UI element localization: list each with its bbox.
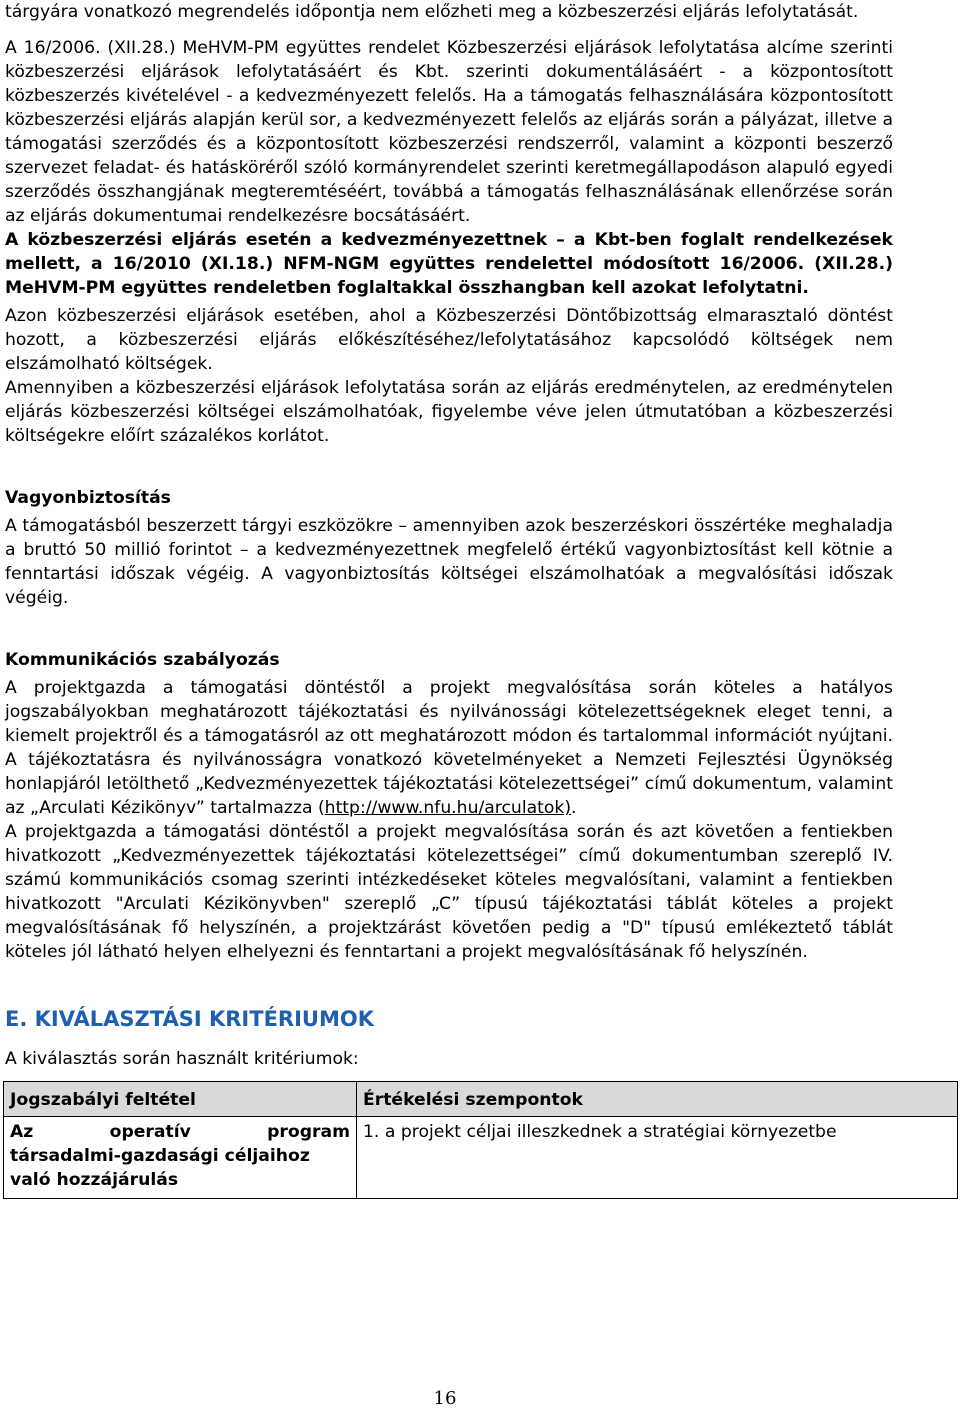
table-header-row <box>4 1082 958 1117</box>
table-row <box>4 1117 958 1199</box>
arculatok-link[interactable]: http://www.nfu.hu/arculatok) <box>324 798 572 818</box>
table-header-jogszabalyi: Jogszabályi feltétel <box>4 1082 357 1117</box>
page-number: 16 <box>433 1388 457 1409</box>
table-cell-szempont: 1. a projekt céljai illeszkednek a stratégiai környezetbe <box>357 1117 958 1199</box>
paragraph-kommunikacio-1 <box>5 676 893 820</box>
heading-kommunikacio: Kommunikációs szabályozás <box>5 650 280 670</box>
table-cell-feltetel <box>4 1117 357 1199</box>
paragraph-kommunikacio-2: A projektgazda a támogatási döntéstől a projekt megvalósítása során és azt követően a fentiekben hivatkozott „Kedvezményezettek tájékoztatási kötelezettségei” című dokumentumban szereplő IV. számú kommunikációs csomag szerinti intézkedéseket köteles megvalósítani, valamint a fentiekben hivatkozott "Arculati Kézikönyvben" szereplő „C” típusú tájékoztatási táblát köteles a projekt megvalósításának fő helyszínén, a projektzárást követően pedig a "D" típusú emlékeztető táblát köteles jól látható helyen elhelyezni és fenntartani a projekt megvalósításának fő helyszínén. <box>5 822 893 962</box>
paragraph-vagyonbiztositas: A támogatásból beszerzett tárgyi eszközökre – amennyiben azok beszerzéskori összértéke meghaladja a bruttó 50 millió forintot – a kedvezményezettnek megfelelő értékű vagyonbiztosítást kell kötnie a fenntartási időszak végéig. A vagyonbiztosítás költségei elszámolhatóak a megvalósítási időszak végéig. <box>5 516 893 608</box>
section-intro: A kiválasztás során használt kritériumok: <box>5 1049 359 1069</box>
paragraph-dontobizottsag: Azon közbeszerzési eljárások esetében, ahol a Közbeszerzési Döntőbizottság elmarasztaló döntést hozott, a közbeszerzési eljárás előkészítéséhez/lefolytatásához kapcsolódó költségek nem elszámolható költségek. <box>5 306 893 374</box>
criteria-table <box>3 1081 958 1199</box>
paragraph-intro: tárgyára vonatkozó megrendelés időpontja nem előzheti meg a közbeszerzési eljárás lefolytatását. <box>5 2 859 22</box>
feltetel-line-1: Az operatív program <box>10 1122 350 1142</box>
feltetel-rest: társadalmi-gazdasági céljaihoz való hozzájárulás <box>10 1146 310 1190</box>
table-header-ertekelesi: Értékelési szempontok <box>357 1082 958 1117</box>
paragraph-procurement-rule: A közbeszerzési eljárás esetén a kedvezményezettnek – a Kbt-ben foglalt rendelkezések mellett, a 16/2010 (XI.18.) NFM-NGM együttes rendelettel módosított 16/2006. (XII.28.) MeHVM-PM együttes rendeletben foglaltakkal összhangban kell azokat lefolytatni. <box>5 230 893 298</box>
section-title: E. KIVÁLASZTÁSI KRITÉRIUMOK <box>5 1007 374 1031</box>
komm-text-after-link: . <box>571 798 577 818</box>
paragraph-procurement-responsibility: A 16/2006. (XII.28.) MeHVM-PM együttes rendelet Közbeszerzési eljárások lefolytatása alcíme szerinti közbeszerzési eljárások lefolytatásáért és Kbt. szerinti dokumentálásáért - a központosított közbeszerzés kivételével - a kedvezményezett felelős. Ha a támogatás felhasználására központosított közbeszerzési eljárás alapján kerül sor, a kedvezményezett felelős az eljárás során a pályázat, illetve a támogatási szerződés és a központosított közbeszerzési rendszerről, valamint a központi beszerző szervezet feladat- és hatásköréről szóló kormányrendelet szerinti keretmegállapodáson alapuló egyedi szerződés összhangjának megteremtéséért, továbbá a támogatás felhasználásának ellenőrzése során az eljárás dokumentumai rendelkezésre bocsátásáért. <box>5 38 893 226</box>
heading-vagyonbiztositas: Vagyonbiztosítás <box>5 488 171 508</box>
komm-text-before-link: A projektgazda a támogatási döntéstől a projekt megvalósítása során köteles a hatályos jogszabályokban meghatározott tájékoztatási és nyilvánossági kötelezettségeknek eleget tenni, a kiemelt projektről és a támogatásról az ott meghatározott módon és tartalommal információt nyújtani. A tájékoztatásra és nyilvánosságra vonatkozó követelményeket a Nemzeti Fejlesztési Ügynökség honlapjáról letölthető „Kedvezményezettek tájékoztatási kötelezettségei” című dokumentum, valamint az „Arculati Kézikönyv” tartalmazza ( <box>5 678 893 818</box>
paragraph-unsuccessful-procedure: Amennyiben a közbeszerzési eljárások lefolytatása során az eljárás eredménytelen, az eredménytelen eljárás közbeszerzési költségei elszámolhatóak, figyelembe véve jelen útmutatóban a közbeszerzési költségekre előírt százalékos korlátot. <box>5 378 893 446</box>
document-page <box>5 0 893 1199</box>
